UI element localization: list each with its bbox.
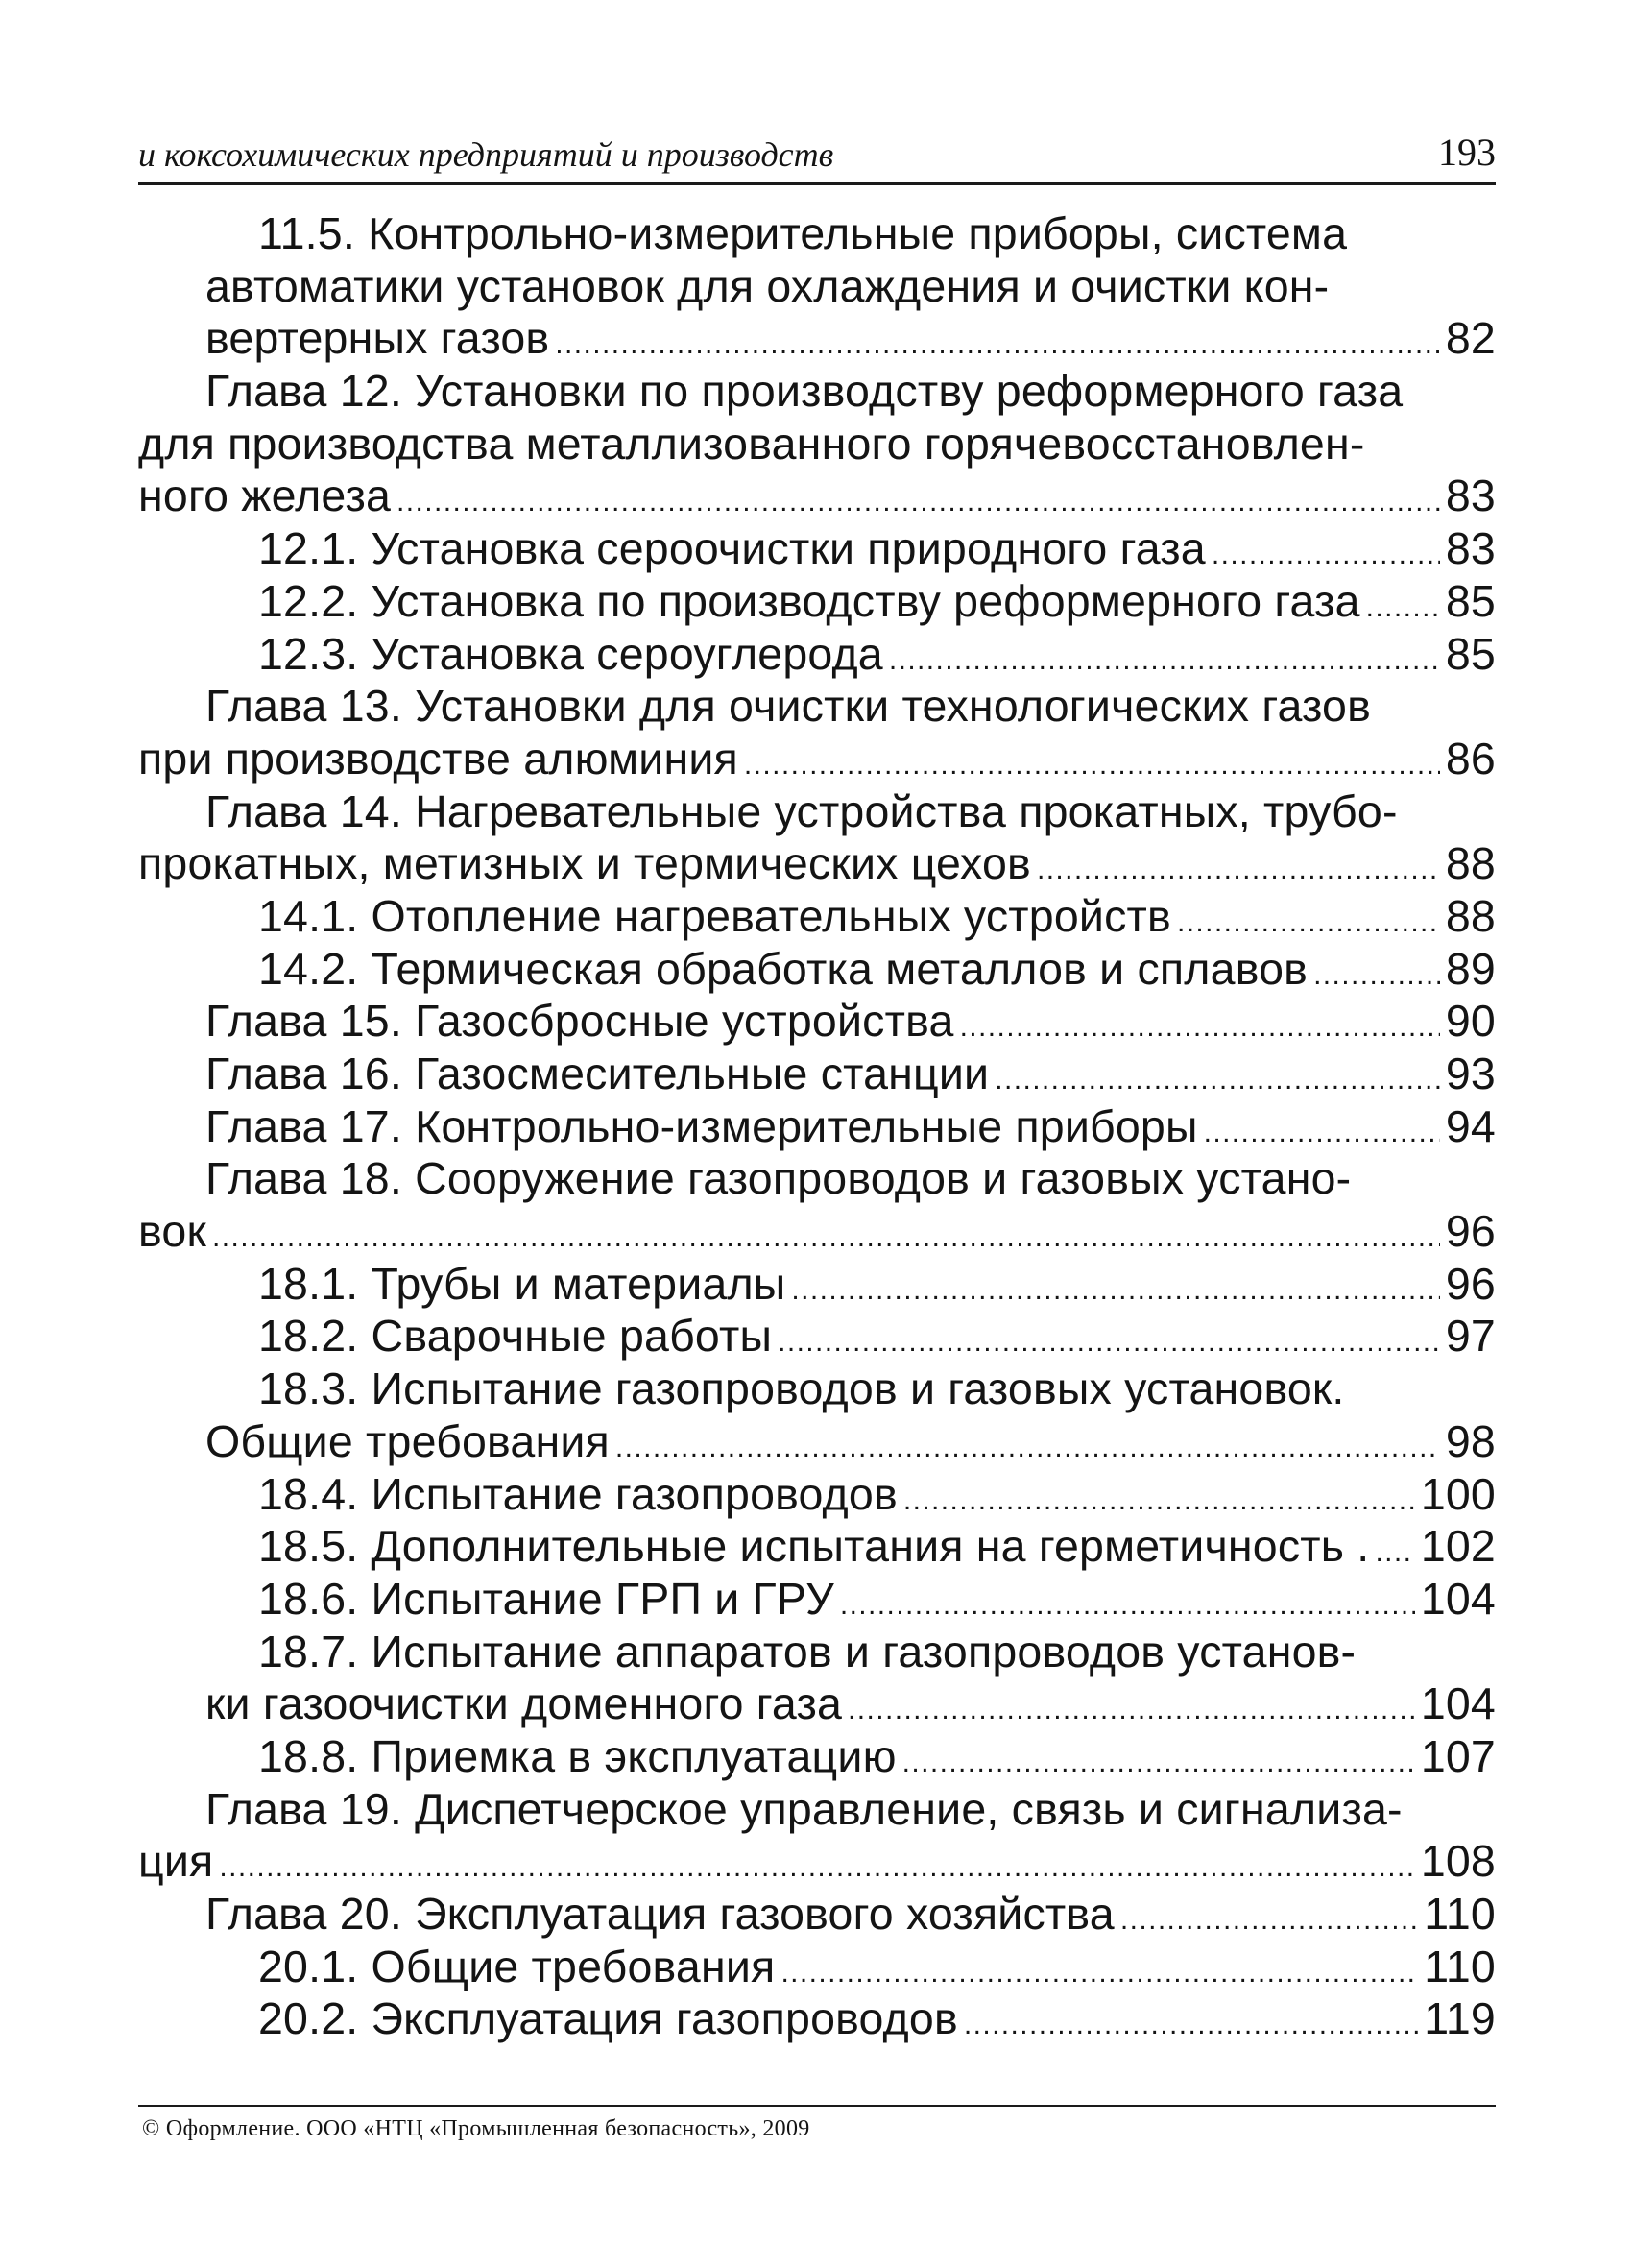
- toc-entry: [138, 995, 1496, 1048]
- toc-entry-page: 107: [1420, 1730, 1496, 1781]
- toc-entry-page: 119: [1424, 1993, 1496, 2044]
- dot-leader: [1037, 844, 1440, 897]
- toc-entry-title: 18.2. Сварочные работы: [258, 1311, 773, 1362]
- running-title: и коксохимических предприятий и производств: [138, 135, 834, 174]
- toc-entry-page: 104: [1420, 1573, 1496, 1624]
- toc-entry-page: 100: [1420, 1468, 1496, 1519]
- page-number: 193: [1438, 131, 1496, 174]
- dot-leader: [960, 1001, 1440, 1054]
- toc-entry-title: 20.1. Общие требования: [258, 1941, 776, 1991]
- toc-entry-title: 18.5. Дополнительные испытания на герметичность .: [258, 1521, 1370, 1572]
- toc-entry: [138, 837, 1496, 890]
- toc-entry-title: ция: [138, 1836, 214, 1887]
- toc-entry: [138, 1310, 1496, 1363]
- toc-entry-title: 12.2. Установка по производству реформерного газа: [258, 575, 1360, 626]
- toc-entry-title: 18.8. Приемка в эксплуатацию: [258, 1730, 897, 1781]
- toc-entry-title: 18.4. Испытание газопроводов: [258, 1468, 898, 1519]
- toc-entry-title: 18.3. Испытание газопроводов и газовых установок.: [258, 1363, 1345, 1414]
- toc-entry-page: 108: [1420, 1836, 1496, 1887]
- toc-entry: [138, 1520, 1496, 1573]
- toc-entry: [138, 1992, 1496, 2045]
- toc-entry-title: вертерных газов: [205, 313, 550, 364]
- dot-leader: [396, 476, 1440, 529]
- toc-entry-title: 18.1. Трубы и материалы: [258, 1258, 786, 1309]
- toc-entry: [138, 1626, 1496, 1678]
- toc-entry: [138, 365, 1496, 418]
- toc-entry-title: 20.2. Эксплуатация газопроводов: [258, 1993, 958, 2044]
- dot-leader: [995, 1054, 1440, 1107]
- toc-entry-title: ного железа: [138, 470, 392, 521]
- dot-leader: [778, 1316, 1440, 1369]
- dot-leader: [1313, 950, 1440, 1002]
- toc-entry-page: 93: [1445, 1049, 1496, 1098]
- toc-entry-title: Глава 13. Установки для очистки технологических газов: [205, 681, 1371, 732]
- dot-leader: [1375, 1527, 1414, 1580]
- toc-entry: [138, 785, 1496, 838]
- toc-entry: [138, 890, 1496, 943]
- toc-entry-title: 18.7. Испытание аппаратов и газопроводов установ-: [258, 1626, 1357, 1677]
- toc-entry: [138, 1888, 1496, 1941]
- dot-leader: [889, 635, 1440, 688]
- toc-entry-title: Глава 17. Контрольно-измерительные приборы: [205, 1100, 1198, 1151]
- toc-entry-page: 88: [1445, 890, 1496, 941]
- toc-entry: [138, 522, 1496, 575]
- running-header: [138, 131, 1496, 185]
- toc-entry: [138, 1573, 1496, 1626]
- toc-entry-page: 83: [1445, 523, 1496, 574]
- toc-entry: [138, 1468, 1496, 1521]
- toc-entry-page: 104: [1420, 1678, 1496, 1729]
- dot-leader: [555, 319, 1440, 372]
- dot-leader: [1366, 582, 1440, 635]
- dot-leader: [1204, 1107, 1440, 1160]
- toc-entry-page: 94: [1445, 1100, 1496, 1151]
- toc-entry: [138, 1258, 1496, 1311]
- toc-entry-title: 11.5. Контрольно-измерительные приборы, система: [258, 208, 1348, 258]
- toc-entry-page: 85: [1445, 575, 1496, 626]
- dot-leader: [615, 1422, 1440, 1475]
- toc-entry: [138, 1363, 1496, 1415]
- toc-entry-page: 96: [1445, 1258, 1496, 1309]
- toc-entry-page: 90: [1445, 996, 1496, 1047]
- dot-leader: [964, 1999, 1418, 2052]
- dot-leader: [848, 1684, 1415, 1737]
- toc-entry: [138, 1730, 1496, 1783]
- toc-entry-title: Глава 14. Нагревательные устройства прокатных, трубо-: [205, 785, 1398, 836]
- toc-entry-title: вок: [138, 1206, 206, 1257]
- toc-entry-title: 14.1. Отопление нагревательных устройств: [258, 890, 1171, 941]
- dot-leader: [791, 1265, 1439, 1317]
- toc-entry-title: Глава 12. Установки по производству реформерного газа: [205, 366, 1404, 417]
- toc-entry-page: 110: [1424, 1941, 1496, 1991]
- toc-entry: [138, 1048, 1496, 1100]
- dot-leader: [1120, 1894, 1418, 1947]
- dot-leader: [212, 1212, 1440, 1265]
- toc-entry-title: при производстве алюминия: [138, 733, 738, 784]
- toc-entry: [138, 312, 1496, 365]
- toc-entry-title: Глава 15. Газосбросные устройства: [205, 996, 954, 1047]
- toc-entry-page: 89: [1445, 943, 1496, 994]
- dot-leader: [1212, 529, 1440, 582]
- toc-entry-page: 102: [1420, 1521, 1496, 1572]
- toc-entry-title: Глава 20. Эксплуатация газового хозяйства: [205, 1889, 1115, 1939]
- dot-leader: [902, 1737, 1415, 1790]
- toc-entry-title: прокатных, метизных и термических цехов: [138, 838, 1031, 889]
- toc-entry: [138, 680, 1496, 733]
- toc-entry-title: Глава 19. Диспетчерское управление, связь и сигнализа-: [205, 1783, 1403, 1834]
- toc-entry-title: 14.2. Термическая обработка металлов и сплавов: [258, 943, 1309, 994]
- dot-leader: [219, 1842, 1414, 1894]
- toc-entry-page: 96: [1445, 1206, 1496, 1257]
- table-of-contents: [138, 207, 1496, 2045]
- toc-entry-page: 98: [1445, 1415, 1496, 1466]
- copyright-notice: © Оформление. ООО «НТЦ «Промышленная безопасность», 2009: [142, 2116, 810, 2141]
- toc-entry-page: 97: [1445, 1311, 1496, 1362]
- toc-entry-title: Глава 16. Газосмесительные станции: [205, 1049, 990, 1098]
- dot-leader: [744, 739, 1440, 792]
- dot-leader: [1177, 897, 1440, 950]
- toc-entry-title: Общие требования: [205, 1415, 610, 1466]
- toc-entry-page: 88: [1445, 838, 1496, 889]
- dot-leader: [840, 1580, 1415, 1632]
- dot-leader: [780, 1947, 1418, 2000]
- toc-entry: [138, 1100, 1496, 1153]
- toc-entry: [138, 943, 1496, 996]
- toc-entry: [138, 1677, 1496, 1730]
- toc-entry: [138, 260, 1496, 313]
- toc-entry: [138, 1783, 1496, 1836]
- toc-entry-page: 85: [1445, 628, 1496, 679]
- toc-entry-title: 12.1. Установка сероочистки природного газа: [258, 523, 1206, 574]
- toc-entry: [138, 733, 1496, 785]
- toc-entry-title: 12.3. Установка сероуглерода: [258, 628, 883, 679]
- toc-entry: [138, 207, 1496, 260]
- toc-entry: [138, 1415, 1496, 1468]
- toc-entry: [138, 1835, 1496, 1888]
- toc-entry-page: 83: [1445, 470, 1496, 521]
- toc-entry-title: ки газоочистки доменного газа: [205, 1678, 843, 1729]
- toc-entry-page: 82: [1445, 313, 1496, 364]
- toc-entry-title: 18.6. Испытание ГРП и ГРУ: [258, 1573, 834, 1624]
- toc-entry-title: для производства металлизованного горячевосстановлен-: [138, 418, 1365, 469]
- toc-entry: [138, 1152, 1496, 1205]
- footer-divider: [138, 2105, 1496, 2107]
- toc-entry: [138, 575, 1496, 628]
- toc-entry: [138, 1205, 1496, 1258]
- dot-leader: [903, 1475, 1415, 1528]
- toc-entry: [138, 628, 1496, 681]
- toc-entry: [138, 418, 1496, 470]
- toc-entry-title: Глава 18. Сооружение газопроводов и газовых устано-: [205, 1153, 1352, 1204]
- toc-entry: [138, 470, 1496, 522]
- toc-entry: [138, 1941, 1496, 1993]
- toc-entry-page: 86: [1445, 733, 1496, 784]
- toc-entry-page: 110: [1424, 1889, 1496, 1939]
- toc-entry-title: автоматики установок для охлаждения и очистки кон-: [205, 260, 1330, 311]
